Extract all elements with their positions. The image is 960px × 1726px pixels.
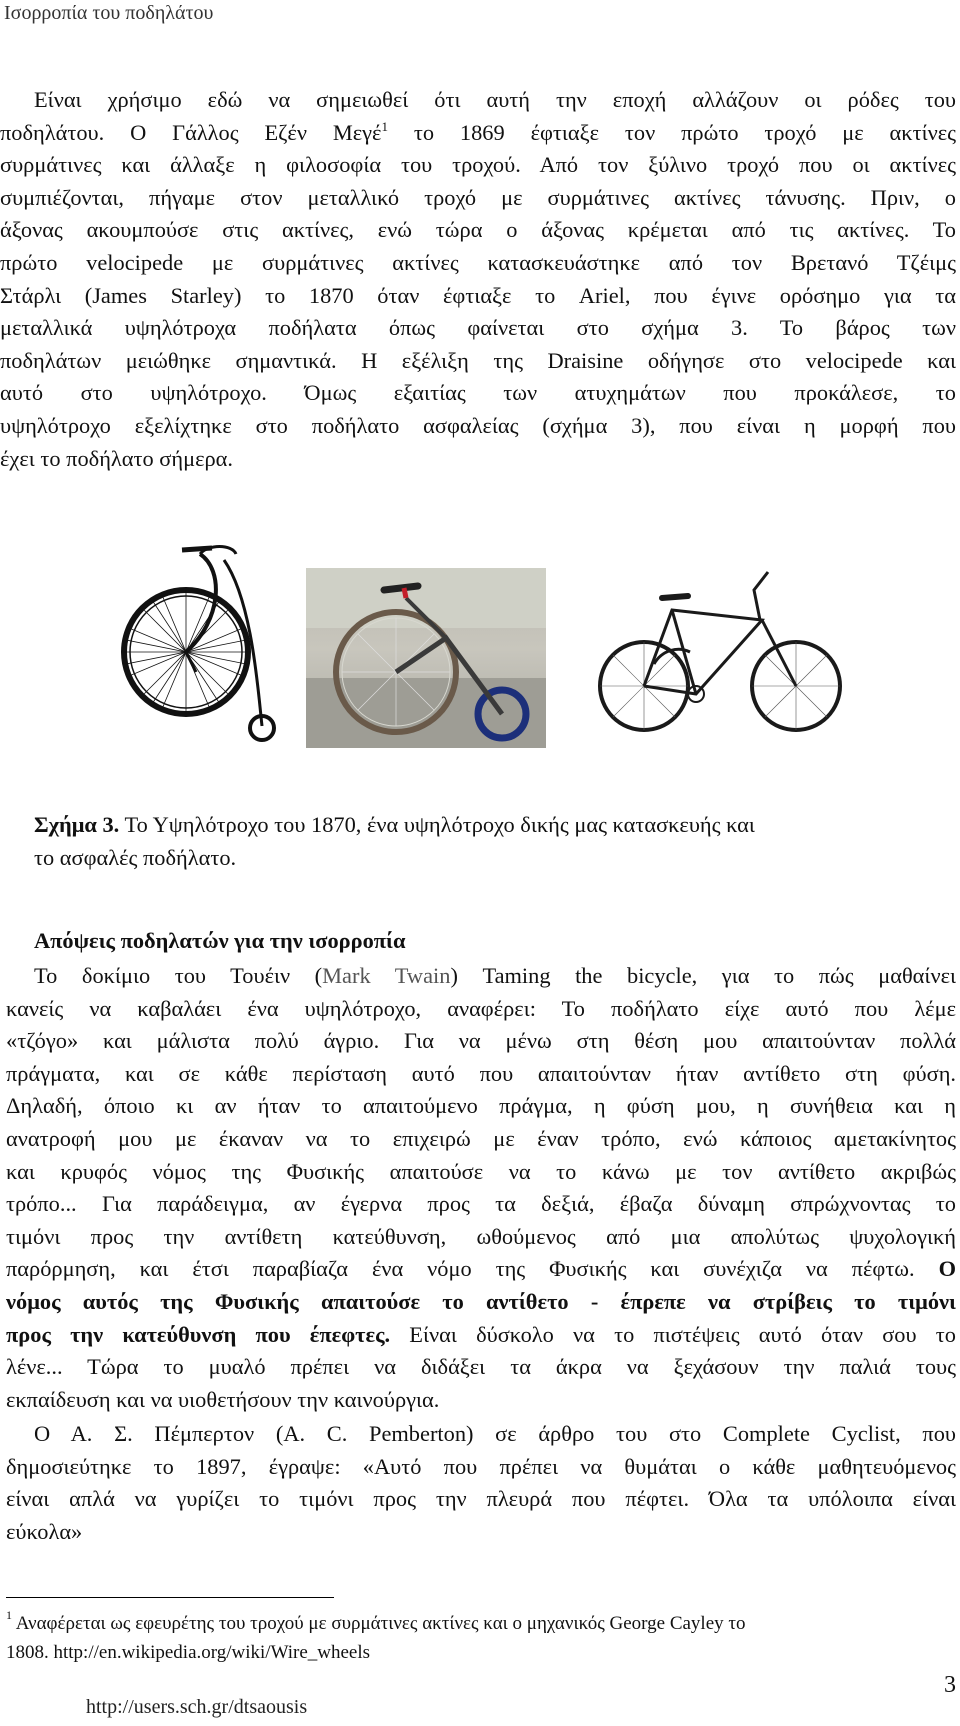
text-line: ανατροφή μου με έκαναν να το επιχειρώ με έναν τρόπο, ενώ κάποιος αμετακίνητος (6, 1125, 956, 1151)
footer-url-link[interactable]: http://users.sch.gr/dtsaousis (86, 1696, 308, 1718)
text-line: έχει το ποδήλατο σήμερα. (0, 445, 233, 471)
figure-label: Σχήμα 3. (34, 812, 120, 837)
safety-bicycle-image (592, 566, 850, 738)
footnote-text[interactable]: 1808. http://en.wikipedia.org/wiki/Wire_wheels (6, 1642, 371, 1663)
figure-caption (34, 808, 956, 874)
running-header: Ισορροπία του ποδηλάτου (4, 2, 214, 24)
paragraph-wire-wheels (0, 84, 956, 475)
text-line: ποδηλάτου. Ο Γάλλος Εζέν Μεγέ (0, 119, 382, 145)
bold-text: προς την κατεύθυνση που έπεφτες. (6, 1321, 391, 1347)
text-line: υψηλότροχο εξελίχτηκε στο ποδήλατο ασφαλείας (σχήμα 3), που είναι η μορφή που (0, 412, 956, 438)
text-line: Δηλαδή, όποιο κι αν ήταν το απαιτούμενο πράγμα, η φύση μου, η συνήθεια και η (6, 1093, 956, 1119)
bold-text: νόμος αυτός της Φυσικής απαιτούσε το αντίθετο - έπρεπε να στρίβεις το τιμόνι (6, 1288, 956, 1314)
text-line: τρόπο... Για παράδειγμα, αν έγερνα προς τα δεξιά, έβαζα δύναμη σπρώχνοντας το (6, 1191, 956, 1217)
text-line: ) Taming the bicycle, για το πώς μαθαίνει (450, 963, 956, 988)
text-line: πρώτο velocipede με συρμάτινες ακτίνες κατασκευάστηκε από τον Βρετανό Τζέιμς (0, 249, 956, 275)
text-line: κανείς να καβαλάει ένα υψηλότροχο, αναφέρει: Το ποδήλατο είχε αυτό που λέμε (6, 995, 956, 1021)
footnote-text: Αναφέρεται ως εφευρέτης του τροχού με συρμάτινες ακτίνες και ο μηχανικός George Cayley το (12, 1613, 746, 1634)
footnote (6, 1609, 946, 1667)
text-line: δημοσιεύτηκε το 1897, έγραψε: «Αυτό που πρέπει να θυμάται ο κάθε μαθητευόμενος (6, 1453, 956, 1479)
text-line: παρόρμηση, και έτσι παραβίαζα ένα νόμο της Φυσικής και συνέχιζα να πέφτω. (6, 1256, 939, 1282)
text-line: άξονας ακουμπούσε στις ακτίνες, ενώ τώρα ο άξονας κρέμεται από τις ακτίνες. Το (0, 217, 956, 243)
text-line: το 1869 έφτιαξε τον πρώτο τροχό με ακτίνες (387, 119, 956, 145)
text-line: τιμόνι προς την αντίθετη κατεύθυνση, ωθούμενος από μια απολύτως ψυχολογική (6, 1223, 956, 1249)
text-line: «τζόγο» και μάλιστα πολύ άγριο. Για να μένω στη θέση μου απαιτούνταν πολλά (6, 1028, 956, 1054)
text-line: εύκολα» (6, 1518, 83, 1544)
text-line: εκπαίδευση και να υιοθετήσουν την καινούργια. (6, 1386, 440, 1412)
text-line: αυτό στο υψηλότροχο. Όμως εξαιτίας των ατυχημάτων που προκάλεσε, το (0, 380, 956, 406)
penny-farthing-image (112, 540, 280, 748)
text-line: ποδηλάτων μειώθηκε σημαντικά. Η εξέλιξη της Draisine οδήγησε στο velocipede και (0, 347, 956, 373)
section-heading: Απόψεις ποδηλατών για την ισορροπία (34, 928, 406, 953)
homemade-high-wheeler-photo (306, 568, 546, 748)
footnote-ref[interactable]: 1 (381, 118, 388, 134)
text-line: συμπιέζονται, πήγαμε στον μεταλλικό τροχό με συρμάτινες ακτίνες τάνυσης. Πριν, ο (0, 184, 956, 210)
text-line: λένε... Τώρα το μυαλό πρέπει να διδάξει τα άκρα να ξεχάσουν την παλιά τους (6, 1354, 956, 1380)
footnote-marker: 1 (6, 1608, 12, 1622)
text-line: Είναι δύσκολο να το πιστέψεις αυτό όταν σου το (390, 1321, 956, 1347)
text-line: πράγματα, και σε κάθε περίσταση αυτό που απαιτούνταν ήταν αντίθετο στη φύση. (6, 1060, 956, 1086)
text-line: Ο Α. Σ. Πέμπερτον (A. C. Pemberton) σε άρθρο του στο Complete Cyclist, που (34, 1421, 956, 1446)
author-name: Mark Twain (322, 963, 451, 988)
footnote-separator (6, 1597, 334, 1598)
text-line: συρμάτινες και άλλαξε η φιλοσοφία του τροχού. Από τον ξύλινο τροχό που οι ακτίνες (0, 152, 956, 178)
page-number: 3 (944, 1672, 956, 1698)
paragraph-pemberton (6, 1418, 956, 1548)
text-line: και κρυφός νόμος της Φυσικής απαιτούσε να το κάνω με τον αντίθετο ακριβώς (6, 1158, 956, 1184)
text-line: είναι απλά να γυρίζει το τιμόνι προς την πλευρά που πέφτει. Όλα τα υπόλοιπα είναι (6, 1486, 956, 1512)
text-line: Στάρλι (James Starley) το 1870 όταν έφτιαξε το Ariel, που έγινε ορόσημο για τα (0, 282, 956, 308)
text-line: μεταλλικά υψηλότροχα ποδήλατα όπως φαίνεται στο σχήμα 3. Το βάρος των (0, 315, 956, 341)
text-line: Είναι χρήσιμο εδώ να σημειωθεί ότι αυτή την εποχή αλλάζουν οι ρόδες του (34, 87, 956, 112)
caption-text: το ασφαλές ποδήλατο. (34, 845, 237, 870)
text-line: Το δοκίμιο του Τουέιν ( (34, 963, 323, 988)
bold-text: Ο (938, 1256, 956, 1282)
caption-text: Το Υψηλότροχο του 1870, ένα υψηλότροχο δικής μας κατασκευής και (119, 812, 755, 837)
paragraph-mark-twain (6, 960, 956, 1416)
